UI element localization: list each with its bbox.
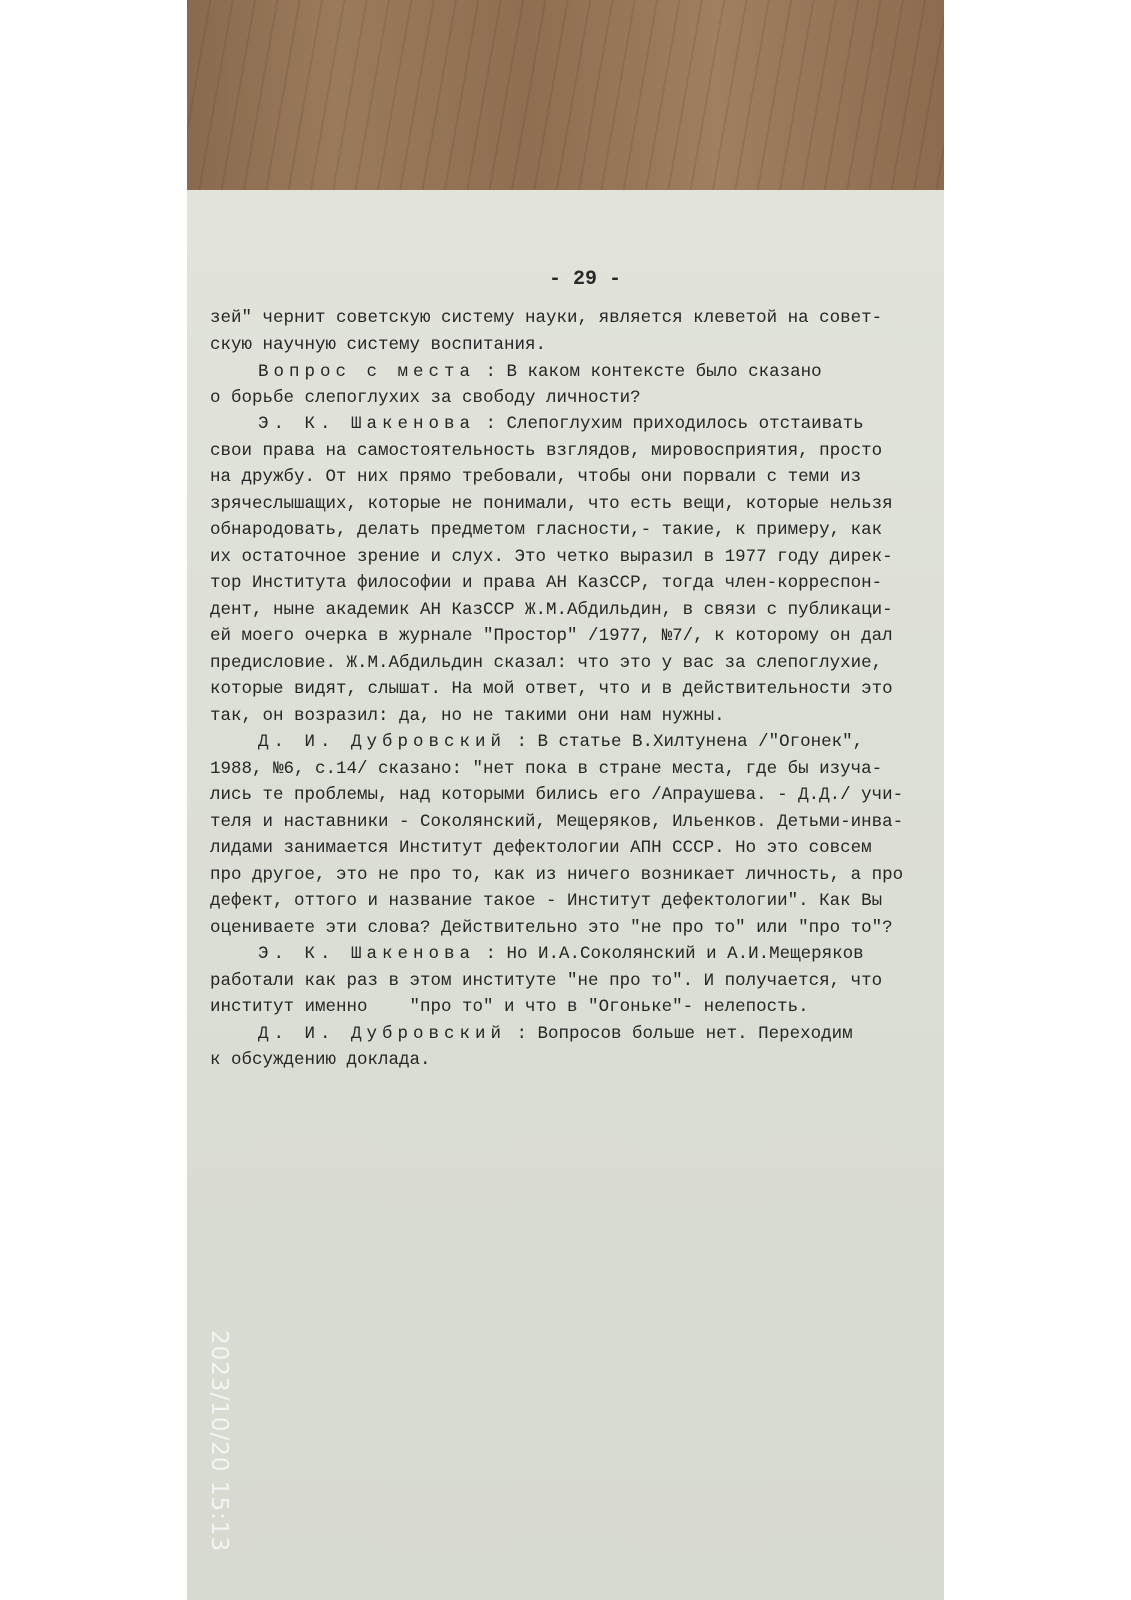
text-line-24: оцениваете эти слова? Действительно это "не про то" или "про то"?	[210, 918, 893, 938]
text-line-5	[258, 416, 864, 434]
speaker-text: : Но И.А.Соколянский и А.И.Мещеряков	[475, 944, 864, 964]
text-line-27: институт именно "про то" и что в "Огоньке"- нелепость.	[210, 997, 809, 1017]
speaker-text: : Вопросов больше нет. Переходим	[506, 1024, 853, 1044]
speaker-name: Э. К. Шакенова	[258, 944, 476, 964]
text-line-4: о борьбе слепоглухих за свободу личности?	[210, 388, 641, 408]
text-line-13: ей моего очерка в журнале "Простор" /1977, №7/, к которому он дал	[210, 626, 893, 646]
text-line-28	[258, 1026, 853, 1044]
text-line-20: теля и наставники - Соколянский, Мещеряков, Ильенков. Детьми-инва-	[210, 812, 904, 832]
text-line-21: лидами занимается Институт дефектологии АПН СССР. Но это совсем	[210, 838, 872, 858]
text-line-14: предисловие. Ж.М.Абдильдин сказал: что это у вас за слепоглухие,	[210, 653, 883, 673]
text-line-23: дефект, оттого и название такое - Институт дефектологии". Как Вы	[210, 891, 883, 911]
text-line-12: дент, ныне академик АН КазССР Ж.М.Абдильдин, в связи с публикаци-	[210, 600, 893, 620]
text-line-2: скую научную систему воспитания.	[210, 335, 547, 355]
text-line-9: обнародовать, делать предметом гласности,- такие, к примеру, как	[210, 520, 883, 540]
speaker-name: Э. К. Шакенова	[258, 414, 476, 434]
text-line-7: на дружбу. От них прямо требовали, чтобы они порвали с теми из	[210, 467, 862, 487]
speaker-name: Д. И. Дубровский	[258, 732, 507, 752]
text-line-26: работали как раз в этом институте "не про то". И получается, что	[210, 971, 883, 991]
text-line-15: которые видят, слышат. На мой ответ, что и в действительности это	[210, 679, 893, 699]
text-line-16: так, он возразил: да, но не такими они нам нужны.	[210, 706, 725, 726]
text-line-1: зей" чернит советскую систему науки, является клеветой на совет-	[210, 308, 883, 328]
text-line-19: лись те проблемы, над которыми бились его /Апраушева. - Д.Д./ учи-	[210, 785, 904, 805]
photo-timestamp: 2023/10/20 15:13	[206, 1330, 232, 1553]
text-line-6: свои права на самостоятельность взглядов, мировосприятия, просто	[210, 441, 883, 461]
speaker-text: : В каком контексте было сказано	[475, 362, 822, 382]
speaker-text: : В статье В.Хилтунена /"Огонек",	[506, 732, 864, 752]
speaker-name: Д. И. Дубровский	[258, 1024, 507, 1044]
text-line-22: про другое, это не про то, как из ничего возникает личность, а про	[210, 865, 904, 885]
text-line-25	[258, 946, 864, 964]
text-line-11: тор Института философии и права АН КазССР, тогда член-корреспон-	[210, 573, 883, 593]
page-number: - 29 -	[548, 268, 621, 291]
text-line-10: их остаточное зрение и слух. Это четко выразил в 1977 году дирек-	[210, 547, 893, 567]
text-line-3	[258, 364, 822, 382]
speaker-name: Вопрос с места	[258, 362, 476, 382]
text-line-29: к обсуждению доклада.	[210, 1050, 431, 1070]
text-line-17	[258, 734, 863, 752]
speaker-text: : Слепоглухим приходилось отстаивать	[475, 414, 864, 434]
wood-grain-texture	[187, 0, 944, 200]
text-line-18: 1988, №6, с.14/ сказано: "нет пока в стране места, где бы изуча-	[210, 759, 883, 779]
text-line-8: зрячеслышащих, которые не понимали, что есть вещи, которые нельзя	[210, 494, 893, 514]
